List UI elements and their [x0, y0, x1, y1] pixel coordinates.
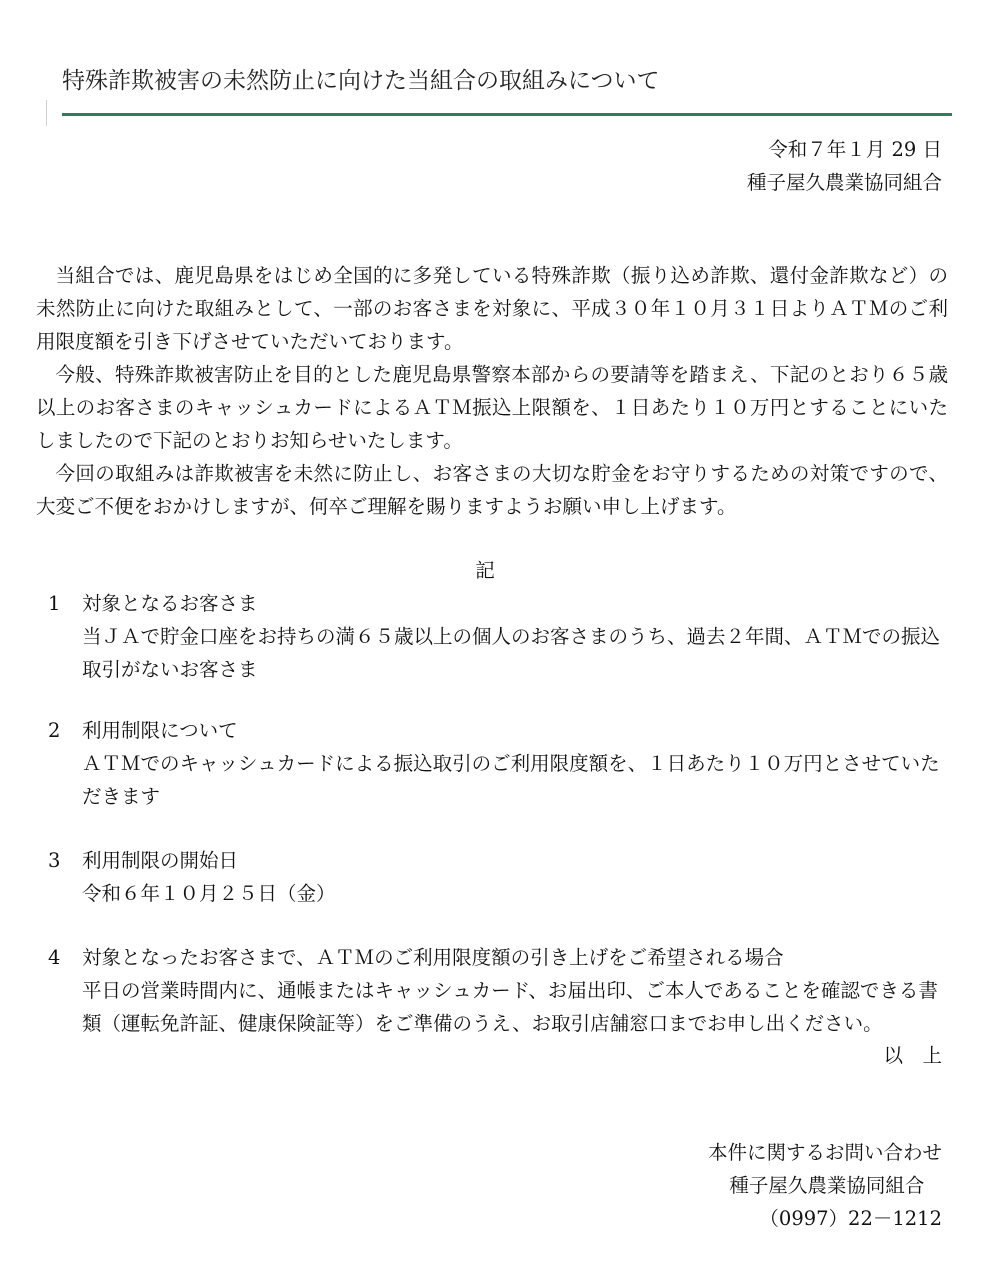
closing-mark: 以 上: [883, 1044, 942, 1067]
notice-item: [48, 941, 948, 1040]
contact-organization: 種子屋久農業協同組合: [729, 1174, 925, 1197]
item-detail: 平日の営業時間内に、通帳またはキャッシュカード、お届出印、ご本人であることを確認できる書類（運転免許証、健康保険証等）をご準備のうえ、お取引店舗窓口までお申し出ください。: [82, 979, 938, 1035]
notice-item: [48, 844, 948, 910]
item-detail: ＡＴＭでのキャッシュカードによる振込取引のご利用限度額を、１日あたり１０万円とさせていただきます: [82, 752, 940, 808]
issue-date: 令和７年１月 29 日: [768, 138, 942, 161]
title-margin-mark: [46, 100, 47, 126]
item-detail: 令和６年１０月２５日（金）: [82, 882, 336, 905]
item-detail: 当ＪＡで貯金口座をお持ちの満６５歳以上の個人のお客さまのうち、過去２年間、ＡＴＭでの振込取引がないお客さま: [82, 625, 941, 681]
ki-heading: 記: [475, 559, 495, 582]
item-number: 3: [48, 849, 61, 872]
body-paragraph: 今般、特殊詐欺被害防止を目的とした鹿児島県警察本部からの要請等を踏まえ、下記のとおり６５歳以上のお客さまのキャッシュカードによるＡＴＭ振込上限額を、１日あたり１０万円とすることにいたしましたので下記のとおりお知らせいたします。: [36, 363, 948, 452]
contact-heading: 本件に関するお問い合わせ: [707, 1141, 942, 1164]
contact-phone: （0997）22－1212: [759, 1207, 942, 1230]
body-text: [36, 259, 948, 523]
title-underline: [62, 113, 952, 116]
notice-item: [48, 714, 948, 813]
item-number: 2: [48, 719, 61, 742]
item-heading: 対象となったお客さまで、ＡＴＭのご利用限度額の引き上げをご希望される場合: [82, 946, 784, 969]
item-number: 1: [48, 592, 61, 615]
item-number: 4: [48, 946, 61, 969]
notice-item: [48, 587, 948, 686]
body-paragraph: 当組合では、鹿児島県をはじめ全国的に多発している特殊詐欺（振り込め詐欺、還付金詐欺など）の未然防止に向けた取組みとして、一部のお客さまを対象に、平成３０年１０月３１日よりＡＴＭのご利用限度額を引き下げさせていただいております。: [36, 264, 948, 353]
page-title: 特殊詐欺被害の未然防止に向けた当組合の取組みについて: [62, 68, 660, 94]
item-heading: 利用制限の開始日: [82, 849, 239, 872]
contact-block: [701, 1136, 942, 1235]
item-heading: 対象となるお客さま: [82, 592, 258, 615]
item-heading: 利用制限について: [82, 719, 238, 742]
issuer-organization: 種子屋久農業協同組合: [746, 171, 942, 194]
body-paragraph: 今回の取組みは詐欺被害を未然に防止し、お客さまの大切な貯金をお守りするための対策ですので、大変ご不便をおかけしますが、何卒ご理解を賜りますようお願い申し上げます。: [36, 462, 948, 518]
